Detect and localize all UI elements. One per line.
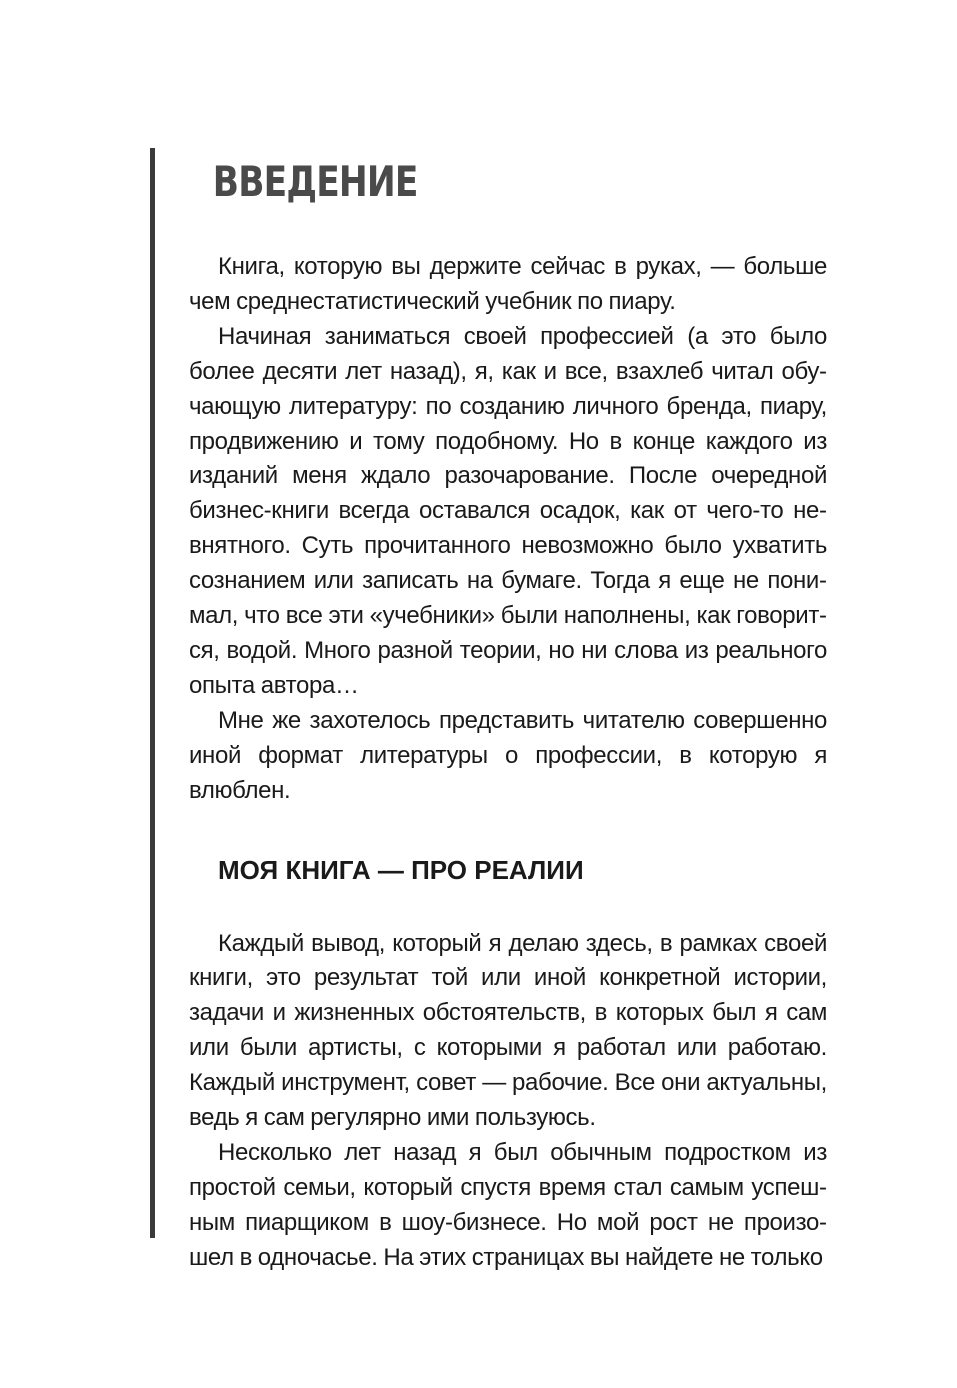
- intro-paragraph-2: Начиная заниматься своей профессией (а это было более десяти лет назад), я, как и все, взахлеб читал обучающую литературу: по созданию личного бренда, пиару, продвижению и тому подобному. Но в конце каждого из изданий меня ждало разочарование. После очередной бизнес-книги всегда оставался осадок, как от чего-то невнятного. Суть прочитанного невозможно было ухватить сознанием или записать на бумаге. Тогда я еще не понимал, что все эти «учебники» были наполнены, как говорится, водой. Много разной теории, но ни слова из реального опыта автора…: [189, 322, 827, 699]
- vertical-margin-rule: [150, 148, 155, 1238]
- section-body: [189, 927, 827, 1276]
- intro-paragraph-3: Мне же захотелось представить читателю совершенно иной формат литературы о профессии, в которую я влюблен.: [189, 706, 827, 804]
- page-content: [189, 150, 827, 1276]
- chapter-title: ВВЕДЕНИЕ: [212, 157, 418, 206]
- section-realities: [189, 853, 827, 1276]
- intro-paragraph-1: Книга, которую вы держите сейчас в руках, — больше чем среднестатистический учебник по пиару.: [189, 253, 827, 315]
- section-paragraph-2: Несколько лет назад я был обычным подростком из простой семьи, который спустя время стал самым успешным пиарщиком в шоу-бизнесе. Но мой рост не произошел в одночасье. На этих страницах вы найдете не только: [189, 1138, 827, 1271]
- section-title: МОЯ КНИГА — ПРО РЕАЛИИ: [218, 854, 584, 885]
- section-paragraph-1: Каждый вывод, который я делаю здесь, в рамках своей книги, это результат той или иной конкретной истории, задачи и жизненных обстоятельств, в которых был я сам или были артисты, с которыми я работал или работаю. Каждый инструмент, совет — рабочие. Все они актуальны, ведь я сам регулярно ими пользуюсь.: [189, 929, 827, 1132]
- intro-body: [189, 250, 827, 809]
